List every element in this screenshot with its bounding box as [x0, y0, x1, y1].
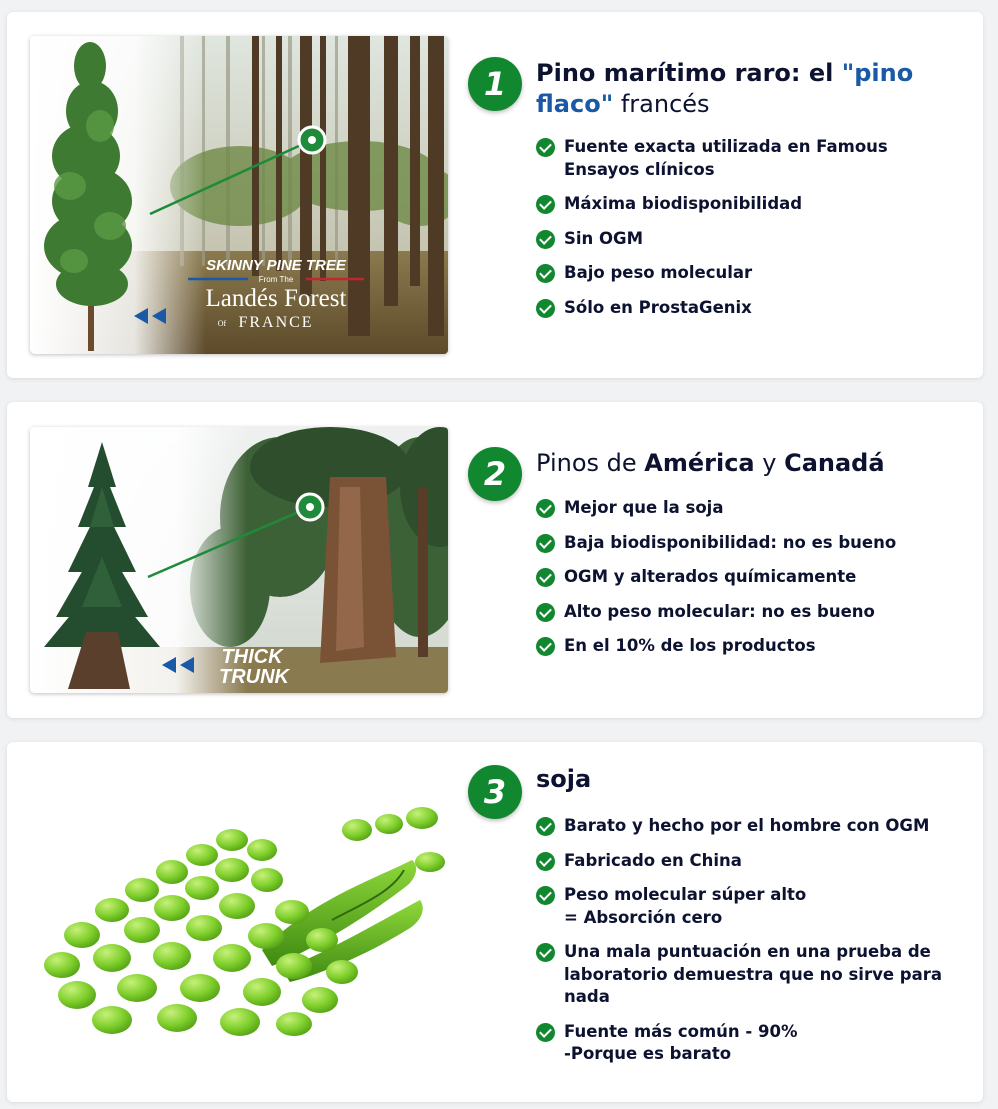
- image-caption-line2: From The: [258, 275, 294, 284]
- heading-bold: soja: [536, 765, 592, 793]
- check-icon: [536, 138, 555, 157]
- step-number-badge: 1: [468, 57, 522, 111]
- list-item: [536, 228, 966, 251]
- step-number-badge: 3: [468, 765, 522, 819]
- heading-text-light: Pinos de: [536, 449, 645, 477]
- list-item-text: Fuente más común - 90%: [564, 1021, 798, 1041]
- check-icon: [536, 299, 555, 318]
- list-item: [536, 884, 966, 929]
- check-icon: [536, 568, 555, 587]
- list-item-text: nada: [564, 987, 610, 1006]
- benefit-list: [536, 815, 966, 1078]
- list-item: [536, 601, 966, 624]
- list-item-text: Sólo en ProstaGenix: [564, 297, 752, 317]
- list-item-text: Baja biodisponibilidad: no es bueno: [564, 532, 897, 552]
- list-item-text: Peso molecular súper alto: [564, 885, 807, 904]
- list-item-text: Máxima biodisponibilidad: [564, 194, 803, 213]
- check-icon: [536, 264, 555, 283]
- heading-bold: Canadá: [784, 449, 885, 477]
- image-caption-line4: FRANCE: [238, 314, 314, 331]
- list-item: [536, 815, 966, 838]
- list-item-text: = Absorción cero: [564, 907, 723, 927]
- section-heading: [536, 764, 966, 795]
- check-icon: [536, 886, 555, 905]
- check-icon: [536, 195, 555, 214]
- heading-bold: América: [644, 449, 755, 477]
- list-item-text: -Porque es barato: [564, 1044, 732, 1063]
- check-icon: [536, 499, 555, 518]
- list-item-text: Mejor que la soja: [564, 498, 724, 517]
- check-icon: [536, 943, 555, 962]
- list-item-text: En el 10% de los productos: [564, 636, 816, 655]
- skinny-pine-forest-image: [30, 36, 448, 354]
- list-item-text: Barato y hecho por el hombre con OGM: [564, 816, 930, 835]
- list-item-text: Ensayos clínicos: [564, 159, 715, 179]
- heading-text: Pino marítimo raro: el: [536, 59, 842, 87]
- image-caption-line1: SKINNY PINE TREE: [206, 257, 346, 274]
- check-icon: [536, 603, 555, 622]
- section-card-1: [7, 12, 983, 378]
- list-item: [536, 850, 966, 873]
- section-card-2: [7, 402, 983, 718]
- list-item-text: Una mala puntuación en una prueba de: [564, 942, 931, 961]
- check-icon: [536, 1023, 555, 1042]
- check-icon: [536, 534, 555, 553]
- list-item: [536, 136, 966, 181]
- section-heading: [536, 448, 966, 479]
- list-item-text: Bajo peso molecular: [564, 263, 753, 282]
- list-item-text: Sin OGM: [564, 228, 644, 248]
- list-item-text: laboratorio demuestra que no sirve para: [564, 964, 943, 984]
- list-item: [536, 297, 966, 320]
- step-number-badge: 2: [468, 447, 522, 501]
- list-item-text: OGM y alterados químicamente: [564, 567, 857, 586]
- check-icon: [536, 817, 555, 836]
- soybeans-illustration: [32, 800, 452, 1040]
- benefit-list: [536, 136, 966, 331]
- heading-text-light: y: [754, 449, 785, 477]
- list-item: [536, 262, 966, 285]
- check-icon: [536, 637, 555, 656]
- list-item: [536, 193, 966, 216]
- list-item: [536, 532, 966, 555]
- section-heading: [536, 58, 966, 120]
- soybeans-image: [32, 800, 452, 1040]
- list-item: [536, 566, 966, 589]
- list-item: [536, 941, 966, 1009]
- image-caption-line2: TRUNK: [219, 666, 289, 688]
- list-item: [536, 497, 966, 520]
- list-item-text: Alto peso molecular: no es bueno: [564, 601, 875, 621]
- list-item: [536, 1021, 966, 1066]
- pine-illustration: [30, 427, 448, 693]
- list-item-text: Fabricado en China: [564, 850, 742, 870]
- list-item-text: Fuente exacta utilizada en Famous: [564, 137, 888, 156]
- image-caption-line1: THICK: [221, 646, 283, 668]
- section-card-3: [7, 742, 983, 1102]
- check-icon: [536, 852, 555, 871]
- benefit-list: [536, 497, 966, 670]
- thick-trunk-pine-image: [30, 427, 448, 693]
- forest-illustration: [30, 36, 448, 354]
- image-caption-line3: Landés Forest: [205, 285, 347, 312]
- image-caption-line4-prefix: Of: [217, 319, 227, 328]
- heading-highlight: "pino flaco": [536, 59, 914, 118]
- list-item: [536, 635, 966, 658]
- heading-text-light: francés: [613, 90, 710, 118]
- check-icon: [536, 230, 555, 249]
